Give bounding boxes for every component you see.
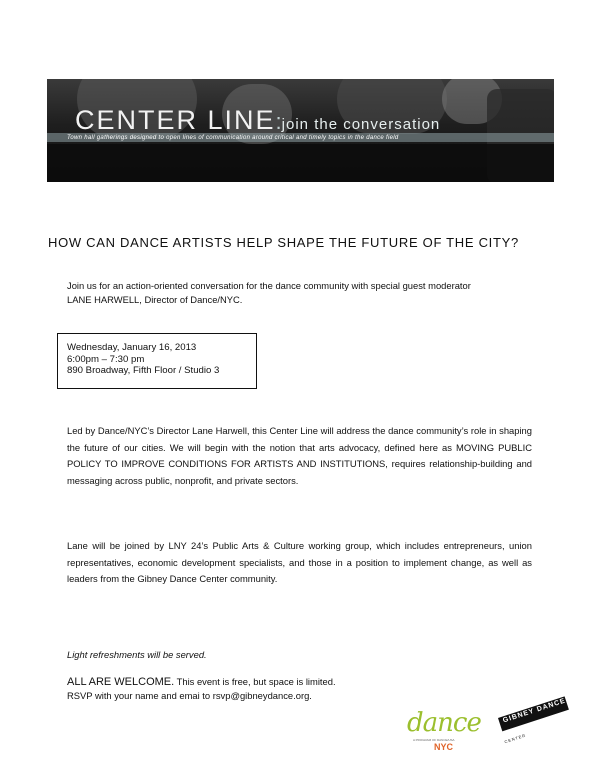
header-banner (47, 79, 554, 182)
event-time: 6:00pm – 7:30 pm (67, 353, 145, 365)
welcome-lead: ALL ARE WELCOME. (67, 676, 175, 688)
welcome-rest: This event is free, but space is limited. (174, 676, 336, 687)
description-paragraph-2: Lane will be joined by LNY 24’s Public Arts & Culture working group, which includes entrepreneurs, union representatives, economic development specialists, and those in a position to implement change, as well as leaders from the Gibney Dance Center community. (67, 540, 532, 584)
banner-title-separator: : (275, 109, 282, 134)
gibney-logo-text: GIBNEY DANCE (502, 697, 567, 725)
gibney-dance-logo (498, 697, 567, 752)
banner-subtitle: join the conversation (281, 116, 441, 133)
dance-logo-nyc: NYC (434, 742, 454, 752)
refreshments-note: Light refreshments will be served. (67, 649, 207, 660)
event-date: Wednesday, January 16, 2013 (67, 342, 197, 353)
intro-line-1: Join us for an action-oriented conversation for the dance community with special guest moderator (67, 280, 471, 291)
intro-line-2: LANE HARWELL, Director of Dance/NYC. (67, 293, 243, 305)
event-location: 890 Broadway, Fifth Floor / Studio 3 (67, 365, 220, 376)
gibney-logo-center: CENTER (503, 732, 527, 745)
dance-logo-word: dance (407, 708, 481, 738)
gibney-logo-bar (498, 696, 569, 731)
banner-title-text: CENTER LINE (75, 105, 276, 135)
banner-tagline: Town hall gatherings designed to open lines of communication around critical and timely topics in the dance field (67, 135, 399, 141)
page-headline: HOW CAN DANCE ARTISTS HELP SHAPE THE FUTURE OF THE CITY? (48, 235, 519, 250)
intro-paragraph (67, 279, 567, 306)
banner-photo-shape (47, 144, 554, 182)
event-details-box (57, 333, 257, 389)
welcome-block (67, 675, 336, 702)
description-paragraph-1: Led by Dance/NYC’s Director Lane Harwell, this Center Line will address the dance community’s role in shaping the future of our cities. We will begin with the notion that arts advocacy, defined here as MOVING PUBLIC POLICY TO IMPROVE CONDITIONS FOR ARTISTS AND INSTITUTIONS, requires relationship-building and messaging across public, nonprofit, and private sectors. (67, 425, 532, 486)
rsvp-line: RSVP with your name and emai to rsvp@gibneydance.org. (67, 690, 312, 701)
dance-logo-tagline: A PROGRAM OF DANCE/USA (413, 738, 455, 742)
dance-nyc-logo (407, 708, 481, 755)
